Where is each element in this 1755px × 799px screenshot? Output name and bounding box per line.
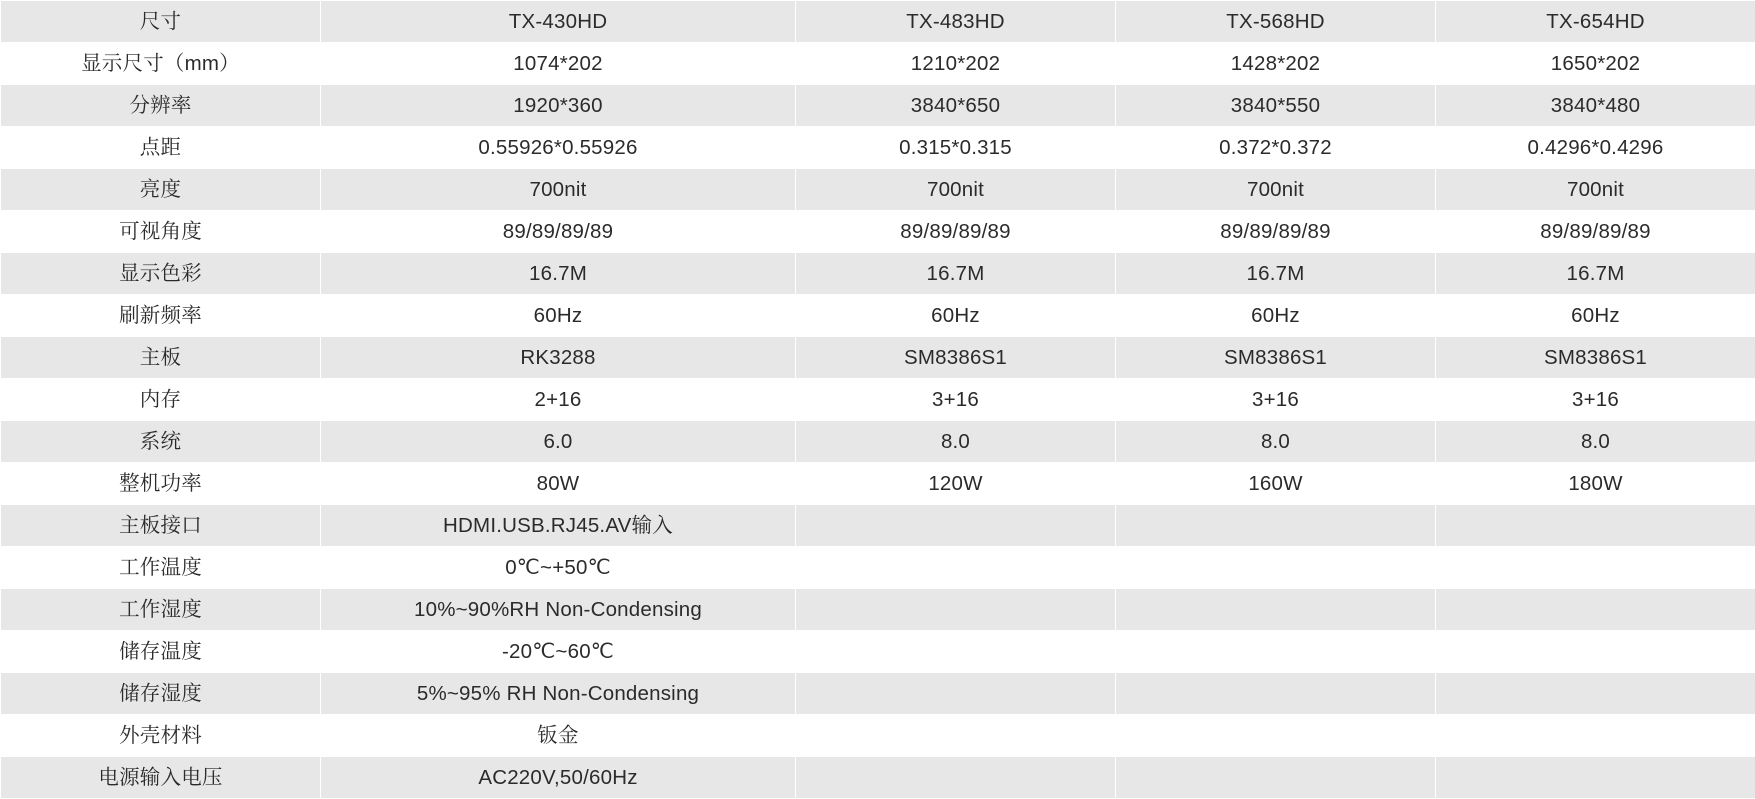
empty-cell (796, 757, 1116, 799)
row-label (1, 211, 321, 253)
table-cell (321, 463, 796, 505)
table-cell (1116, 379, 1436, 421)
table-cell (796, 379, 1116, 421)
table-cell (1436, 253, 1755, 295)
table-row (1, 673, 1755, 715)
cell-text: TX-430HD (327, 9, 789, 35)
table-cell (1436, 295, 1755, 337)
table-cell (796, 211, 1116, 253)
cell-text: 16.7M (1442, 261, 1749, 287)
table-cell (1436, 127, 1755, 169)
cell-text: 亮度 (7, 177, 314, 203)
table-cell (796, 1, 1116, 43)
cell-text: SM8386S1 (1122, 345, 1429, 371)
cell-text: RK3288 (327, 345, 789, 371)
cell-text: 89/89/89/89 (1122, 219, 1429, 245)
cell-text: 60Hz (1442, 303, 1749, 329)
table-cell (321, 1, 796, 43)
table-row (1, 547, 1755, 589)
table-cell (1116, 1, 1436, 43)
table-cell (321, 211, 796, 253)
row-label (1, 463, 321, 505)
table-cell (1116, 463, 1436, 505)
table-cell (796, 85, 1116, 127)
table-row (1, 85, 1755, 127)
table-cell (321, 757, 796, 799)
cell-text: 6.0 (327, 429, 789, 455)
table-row (1, 757, 1755, 799)
cell-text: TX-568HD (1122, 9, 1429, 35)
table-cell (1436, 211, 1755, 253)
empty-cell (796, 547, 1116, 589)
row-label (1, 379, 321, 421)
table-cell (321, 169, 796, 211)
cell-text: 16.7M (802, 261, 1109, 287)
cell-text: SM8386S1 (1442, 345, 1749, 371)
row-label (1, 253, 321, 295)
spec-table-body (1, 1, 1755, 799)
table-row (1, 463, 1755, 505)
cell-text: 16.7M (1122, 261, 1429, 287)
cell-text: 10%~90%RH Non-Condensing (327, 597, 789, 623)
table-row (1, 631, 1755, 673)
table-row (1, 379, 1755, 421)
cell-text: 8.0 (802, 429, 1109, 455)
empty-cell (1116, 673, 1436, 715)
cell-text: 3840*650 (802, 93, 1109, 119)
cell-text: 1650*202 (1442, 51, 1749, 77)
row-label (1, 757, 321, 799)
cell-text: 电源输入电压 (7, 765, 314, 791)
table-cell (1436, 463, 1755, 505)
table-row (1, 1, 1755, 43)
table-row (1, 211, 1755, 253)
empty-cell (796, 673, 1116, 715)
cell-text: 89/89/89/89 (1442, 219, 1749, 245)
cell-text: 2+16 (327, 387, 789, 413)
cell-text: 3840*480 (1442, 93, 1749, 119)
row-label (1, 673, 321, 715)
table-cell (796, 295, 1116, 337)
empty-cell (1436, 673, 1755, 715)
row-label (1, 295, 321, 337)
empty-cell (1116, 715, 1436, 757)
cell-text: 3+16 (1442, 387, 1749, 413)
table-cell (796, 127, 1116, 169)
empty-cell (1116, 757, 1436, 799)
table-row (1, 715, 1755, 757)
cell-text: 0.55926*0.55926 (327, 135, 789, 161)
cell-text: 1920*360 (327, 93, 789, 119)
row-label (1, 127, 321, 169)
cell-text: 89/89/89/89 (802, 219, 1109, 245)
empty-cell (796, 505, 1116, 547)
cell-text: 8.0 (1442, 429, 1749, 455)
row-label (1, 421, 321, 463)
cell-text: 外壳材料 (7, 723, 314, 749)
empty-cell (1116, 505, 1436, 547)
table-cell (321, 421, 796, 463)
cell-text: 点距 (7, 135, 314, 161)
cell-text: 储存湿度 (7, 681, 314, 707)
table-cell (321, 127, 796, 169)
table-cell (1436, 421, 1755, 463)
cell-text: 120W (802, 471, 1109, 497)
cell-text: 尺寸 (7, 9, 314, 35)
table-cell (1116, 85, 1436, 127)
cell-text: 钣金 (327, 723, 789, 749)
row-label (1, 43, 321, 85)
table-cell (321, 253, 796, 295)
cell-text: 8.0 (1122, 429, 1429, 455)
table-row (1, 169, 1755, 211)
cell-text: 主板 (7, 345, 314, 371)
empty-cell (796, 631, 1116, 673)
cell-text: 3+16 (1122, 387, 1429, 413)
row-label (1, 505, 321, 547)
table-row (1, 127, 1755, 169)
cell-text: 89/89/89/89 (327, 219, 789, 245)
cell-text: AC220V,50/60Hz (327, 765, 789, 791)
cell-text: SM8386S1 (802, 345, 1109, 371)
table-row (1, 295, 1755, 337)
cell-text: 80W (327, 471, 789, 497)
cell-text: 3840*550 (1122, 93, 1429, 119)
empty-cell (1116, 631, 1436, 673)
table-cell (321, 43, 796, 85)
empty-cell (1116, 589, 1436, 631)
cell-text: 60Hz (802, 303, 1109, 329)
cell-text: 主板接口 (7, 513, 314, 539)
empty-cell (1436, 505, 1755, 547)
table-cell (321, 337, 796, 379)
table-cell (1116, 421, 1436, 463)
table-cell (796, 169, 1116, 211)
cell-text: 1074*202 (327, 51, 789, 77)
cell-text: 整机功率 (7, 471, 314, 497)
empty-cell (1116, 547, 1436, 589)
cell-text: 16.7M (327, 261, 789, 287)
table-cell (1116, 337, 1436, 379)
cell-text: TX-483HD (802, 9, 1109, 35)
row-label (1, 337, 321, 379)
cell-text: 160W (1122, 471, 1429, 497)
table-cell (1436, 43, 1755, 85)
row-label (1, 1, 321, 43)
cell-text: 分辨率 (7, 93, 314, 119)
table-row (1, 421, 1755, 463)
row-label (1, 169, 321, 211)
row-label (1, 547, 321, 589)
cell-text: 显示尺寸（mm） (7, 51, 314, 77)
cell-text: 工作湿度 (7, 597, 314, 623)
empty-cell (796, 715, 1116, 757)
cell-text: 3+16 (802, 387, 1109, 413)
table-row (1, 505, 1755, 547)
table-row (1, 337, 1755, 379)
cell-text: TX-654HD (1442, 9, 1749, 35)
table-cell (1116, 295, 1436, 337)
row-label (1, 631, 321, 673)
table-cell (321, 715, 796, 757)
table-cell (1436, 337, 1755, 379)
table-cell (321, 379, 796, 421)
table-cell (1436, 379, 1755, 421)
table-row (1, 43, 1755, 85)
table-cell (321, 589, 796, 631)
table-cell (321, 673, 796, 715)
cell-text: 1210*202 (802, 51, 1109, 77)
table-row (1, 589, 1755, 631)
table-cell (796, 43, 1116, 85)
cell-text: 刷新频率 (7, 303, 314, 329)
cell-text: 60Hz (327, 303, 789, 329)
cell-text: 700nit (1122, 177, 1429, 203)
empty-cell (1436, 589, 1755, 631)
row-label (1, 715, 321, 757)
cell-text: 5%~95% RH Non-Condensing (327, 681, 789, 707)
row-label (1, 589, 321, 631)
cell-text: 700nit (802, 177, 1109, 203)
cell-text: 0.315*0.315 (802, 135, 1109, 161)
table-cell (321, 547, 796, 589)
table-cell (321, 85, 796, 127)
empty-cell (1436, 631, 1755, 673)
cell-text: 工作温度 (7, 555, 314, 581)
cell-text: 0.372*0.372 (1122, 135, 1429, 161)
cell-text: 0℃~+50℃ (327, 555, 789, 581)
table-cell (321, 505, 796, 547)
cell-text: 0.4296*0.4296 (1442, 135, 1749, 161)
row-label (1, 85, 321, 127)
cell-text: 内存 (7, 387, 314, 413)
cell-text: 1428*202 (1122, 51, 1429, 77)
table-row (1, 253, 1755, 295)
table-cell (1436, 1, 1755, 43)
empty-cell (796, 589, 1116, 631)
cell-text: 700nit (1442, 177, 1749, 203)
cell-text: 储存温度 (7, 639, 314, 665)
empty-cell (1436, 757, 1755, 799)
table-cell (796, 421, 1116, 463)
table-cell (1116, 169, 1436, 211)
table-cell (796, 463, 1116, 505)
table-cell (1116, 253, 1436, 295)
table-cell (321, 631, 796, 673)
cell-text: HDMI.USB.RJ45.AV输入 (327, 513, 789, 539)
empty-cell (1436, 715, 1755, 757)
table-cell (1116, 211, 1436, 253)
table-cell (321, 295, 796, 337)
table-cell (1436, 85, 1755, 127)
cell-text: 700nit (327, 177, 789, 203)
table-cell (796, 337, 1116, 379)
empty-cell (1436, 547, 1755, 589)
table-cell (796, 253, 1116, 295)
table-cell (1116, 127, 1436, 169)
cell-text: 60Hz (1122, 303, 1429, 329)
table-cell (1116, 43, 1436, 85)
cell-text: 显示色彩 (7, 261, 314, 287)
table-cell (1436, 169, 1755, 211)
cell-text: -20℃~60℃ (327, 639, 789, 665)
cell-text: 系统 (7, 429, 314, 455)
cell-text: 可视角度 (7, 219, 314, 245)
cell-text: 180W (1442, 471, 1749, 497)
